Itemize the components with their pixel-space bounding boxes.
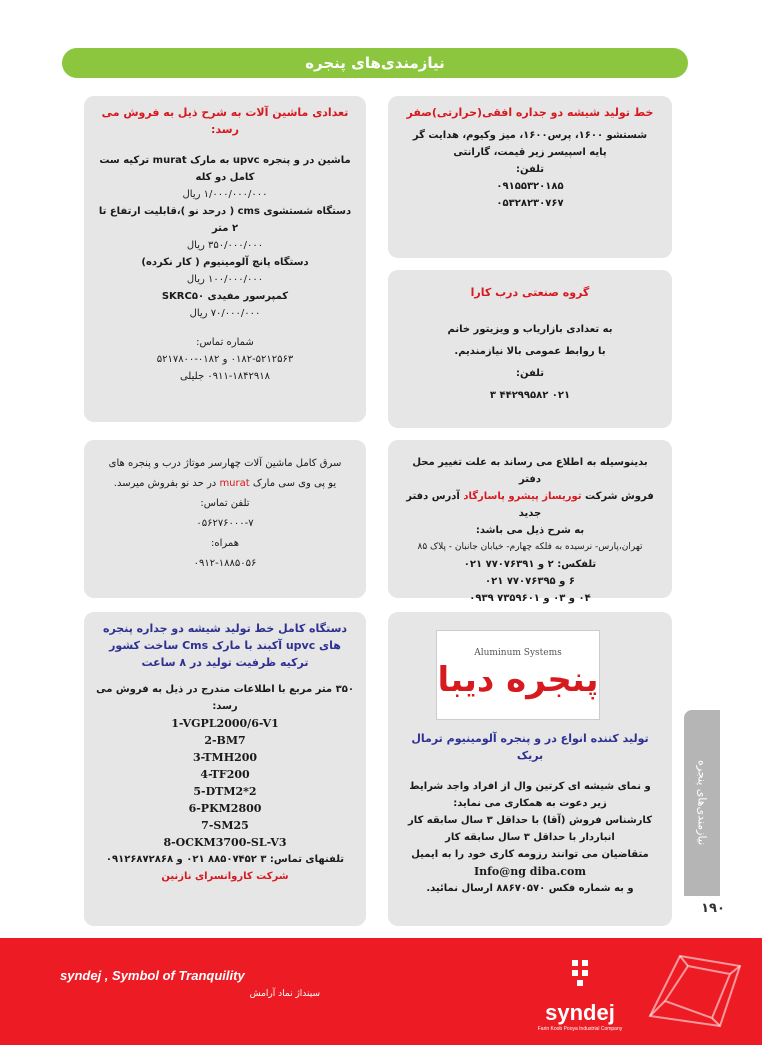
ad-line: دستگاه شستشوی cms ( درحد نو )،قابلیت ارتفاع تا ۲ متر: [98, 206, 352, 234]
ad-line: انباردار با حداقل ۳ سال سابقه کار: [445, 832, 615, 843]
ad-line: و نمای شیشه ای کرتین وال از افراد واجد شرایط زیر دعوت به همکاری می نماید:: [409, 781, 651, 809]
footer-slogan: [60, 968, 320, 1018]
model-item: 1-VGPL2000/6-V1: [171, 717, 279, 730]
ad-line: بدینوسیله به اطلاع می رساند به علت تغییر محل دفتر: [412, 457, 648, 485]
ad-line: متقاضیان می توانند رزومه کاری خود را به ایمیل: [411, 849, 649, 860]
logo-subtitle: Aluminum Systems: [474, 648, 562, 658]
logo-wordmark: پنجره دیبا: [437, 660, 599, 700]
ad-text: در حد نو بفروش میرسد.: [113, 478, 217, 489]
phone-number: ۶ و ۷۷۰۷۶۳۹۵ ۰۲۱: [485, 576, 575, 587]
model-item: 7-SM25: [201, 819, 249, 832]
company-name: شرکت کاروانسرای نازنین: [161, 871, 289, 882]
phone-number: تلفنهای تماس: ۳ ۸۸۵۰۷۴۵۲ ۰۲۱ و ۰۹۱۲۶۸۷۲۸۶۸: [105, 854, 345, 865]
ad-line: و به شماره فکس ۸۸۶۷۰۵۷۰ ارسال نمائید.: [426, 883, 634, 894]
email-link[interactable]: Info@ng diba.com: [474, 865, 586, 878]
ad-line: تلفن:: [515, 368, 545, 379]
ad-line: شماره تماس:: [196, 337, 254, 348]
ad-line: به تعدادی بازاریاب و ویزیتور خانم: [447, 324, 613, 335]
address: تهران،پارس- نرسیده به فلکه چهارم- خیابان جانبان - پلاک ۸۵: [417, 542, 643, 552]
ad-line: ماشین در و پنجره upvc به مارک murat ترکیه ست کامل دو کله: [99, 155, 351, 183]
ad-text: فروش شرکت: [585, 491, 654, 502]
brand-name: syndej: [545, 1000, 615, 1025]
brand-name: murat: [219, 478, 250, 489]
phone-number: ۰۹۱۵۵۳۲۰۱۸۵: [496, 181, 564, 192]
spacer: [96, 322, 354, 334]
ad-line: [96, 474, 354, 494]
window-frame-illustration-icon: [640, 946, 750, 1036]
phone-number: ۰۱۸۲-۵۲۱۲۵۶۳ و ۰۱۸۲-۵۲۱۷۸۰۰: [156, 354, 294, 365]
ad-line: کارشناس فروش (آقا) با حداقل ۳ سال سابقه کار: [407, 815, 653, 826]
ad-line: دستگاه پانچ آلومینیوم ( کار نکرده): [141, 257, 309, 268]
ad-title: دستگاه کامل خط تولید شیشه دو جداره پنجره های upvc آکبند با مارک Cms ساخت کشور ترکیه ظرفیت تولید در ۸ ساعت: [102, 622, 348, 669]
ad-murat-full: [84, 440, 366, 598]
ad-line: تلفن:: [515, 164, 545, 175]
model-item: 3-TMH200: [192, 751, 258, 764]
ad-text: آدرس دفتر جدید: [406, 491, 542, 519]
ad-title: گروه صنعتی درب کارا: [470, 286, 590, 299]
page-number: ۱۹۰: [701, 901, 725, 916]
ad-line: تلفن تماس:: [200, 498, 250, 509]
ad-title: تعدادی ماشین آلات به شرح ذیل به فروش می رسد:: [101, 106, 349, 136]
slogan-english: syndej , Symbol of Tranquility: [60, 968, 245, 983]
header-bar: [62, 48, 688, 78]
phone-number: ۰۴ و ۰۳ و ۷۳۵۹۶۰۱ ۰۹۳۹: [469, 593, 591, 604]
ad-line: با روابط عمومی بالا نیازمندیم.: [454, 346, 606, 357]
price: ۳۵۰/۰۰۰/۰۰۰ ریال: [186, 240, 264, 251]
phone-number: ۰۹۱۲-۱۸۸۵۰۵۶: [193, 558, 257, 569]
brand-subtitle: Farin Koob Pooya Industrial Company: [537, 1026, 623, 1032]
footer-banner: [0, 938, 762, 1045]
phone-number: ۰۲۱ ۴۴۲۹۹۵۸۲ ۳: [489, 390, 571, 401]
phone-number: تلفکس: ۲ و ۷۷۰۷۶۳۹۱ ۰۲۱: [463, 559, 597, 570]
page-title: نیازمندی‌های پنجره: [305, 54, 445, 72]
syndej-symbol-icon: [560, 958, 600, 992]
side-tab-label: نیازمندی‌های پنجره: [695, 760, 709, 846]
ad-glass-line: [388, 96, 672, 258]
ad-title: خط تولید شیشه دو جداره افقی(حرارتی)صفر: [406, 106, 654, 119]
ad-line: همراه:: [211, 538, 239, 549]
company-name: توریساز پیشرو پاسارگاد: [463, 491, 582, 502]
model-item: 2-BM7: [204, 734, 246, 747]
ad-title: تولید کننده انواع در و پنجره آلومینیوم ترمال بریک: [411, 732, 649, 762]
ad-line: پایه اسپیسر زیر قیمت، گارانتی: [453, 147, 607, 158]
ad-tourazsaz: [388, 440, 672, 604]
phone-number: ۰۵۳۲۸۲۳۰۷۶۷: [496, 198, 564, 209]
ad-line: کمپرسور مفیدی SKRC۵۰: [161, 291, 289, 302]
model-item: 8-OCKM3700-SL-V3: [163, 836, 287, 849]
syndej-logo: [520, 958, 640, 1038]
ad-line: سرق کامل ماشین آلات چهارسر موتاژ درب و پنجره های: [108, 458, 342, 469]
side-tab: [684, 710, 720, 896]
model-item: 5-DTM2*2: [193, 785, 257, 798]
phone-number: ۰۵۶۲۷۶۰۰۰-۷: [196, 518, 254, 529]
ad-machines-sale: [84, 96, 366, 422]
ad-line: شستشو ۱۶۰۰، پرس۱۶۰۰، میز وکیوم، هدایت گر: [412, 130, 648, 141]
ad-line: به شرح ذیل می باشد:: [475, 525, 585, 536]
price: ۱۰۰/۰۰۰/۰۰۰ ریال: [186, 274, 264, 285]
price: ۱/۰۰۰/۰۰۰/۰۰۰ ریال: [182, 189, 268, 200]
panjereh-diba-logo: [436, 630, 600, 720]
ad-kara: [388, 270, 672, 428]
ad-line: ۳۵۰ متر مربع با اطلاعات مندرج در ذیل به فروش می رسد:: [96, 684, 354, 712]
slogan-persian: سینداژ نماد آرامش: [249, 989, 320, 999]
ad-text: یو پی وی سی مارک: [252, 478, 337, 489]
ad-double-glazing: [84, 612, 366, 926]
ad-line: [400, 488, 660, 522]
model-item: 6-PKM2800: [188, 802, 262, 815]
model-item: 4-TF200: [200, 768, 250, 781]
phone-number: ۰۹۱۱-۱۸۴۲۹۱۸ جلیلی: [179, 371, 271, 382]
price: ۷۰/۰۰۰/۰۰۰ ریال: [189, 308, 261, 319]
